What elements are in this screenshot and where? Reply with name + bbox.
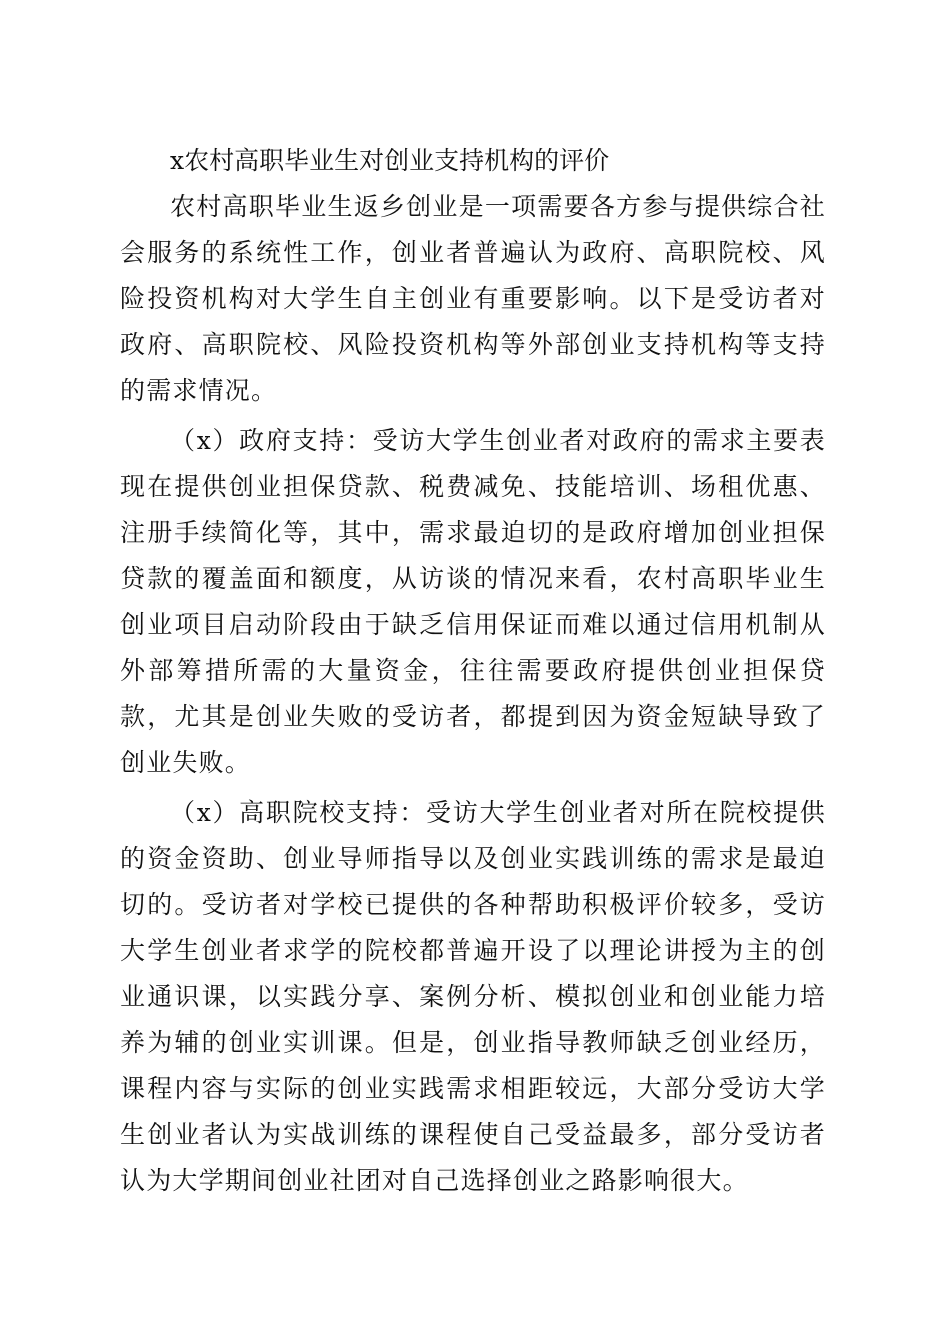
- intro-paragraph: 农村高职毕业生返乡创业是一项需要各方参与提供综合社会服务的系统性工作，创业者普遍认为政府、高职院校、风险投资机构对大学生自主创业有重要影响。以下是受访者对政府、高职院校、风险投资机构等外部创业支持机构等支持的需求情况。: [120, 192, 826, 405]
- section-heading: x农村高职毕业生对创业支持机构的评价: [170, 146, 610, 175]
- government-support-paragraph: （x）政府支持：受访大学生创业者对政府的需求主要表现在提供创业担保贷款、税费减免、技能培训、场租优惠、注册手续简化等，其中，需求最迫切的是政府增加创业担保贷款的覆盖面和额度，从访谈的情况来看，农村高职毕业生创业项目启动阶段由于缺乏信用保证而难以通过信用机制从外部筹措所需的大量资金，往往需要政府提供创业担保贷款，尤其是创业失败的受访者，都提到因为资金短缺导致了创业失败。: [120, 426, 826, 777]
- document-page: [120, 138, 826, 1204]
- college-support-paragraph: （x）高职院校支持：受访大学生创业者对所在院校提供的资金资助、创业导师指导以及创业实践训练的需求是最迫切的。受访者对学校已提供的各种帮助积极评价较多，受访大学生创业者求学的院校都普遍开设了以理论讲授为主的创业通识课，以实践分享、案例分析、模拟创业和创业能力培养为辅的创业实训课。但是，创业指导教师缺乏创业经历，课程内容与实际的创业实践需求相距较远，大部分受访大学生创业者认为实战训练的课程使自己受益最多，部分受访者认为大学期间创业社团对自己选择创业之路影响很大。: [120, 798, 826, 1195]
